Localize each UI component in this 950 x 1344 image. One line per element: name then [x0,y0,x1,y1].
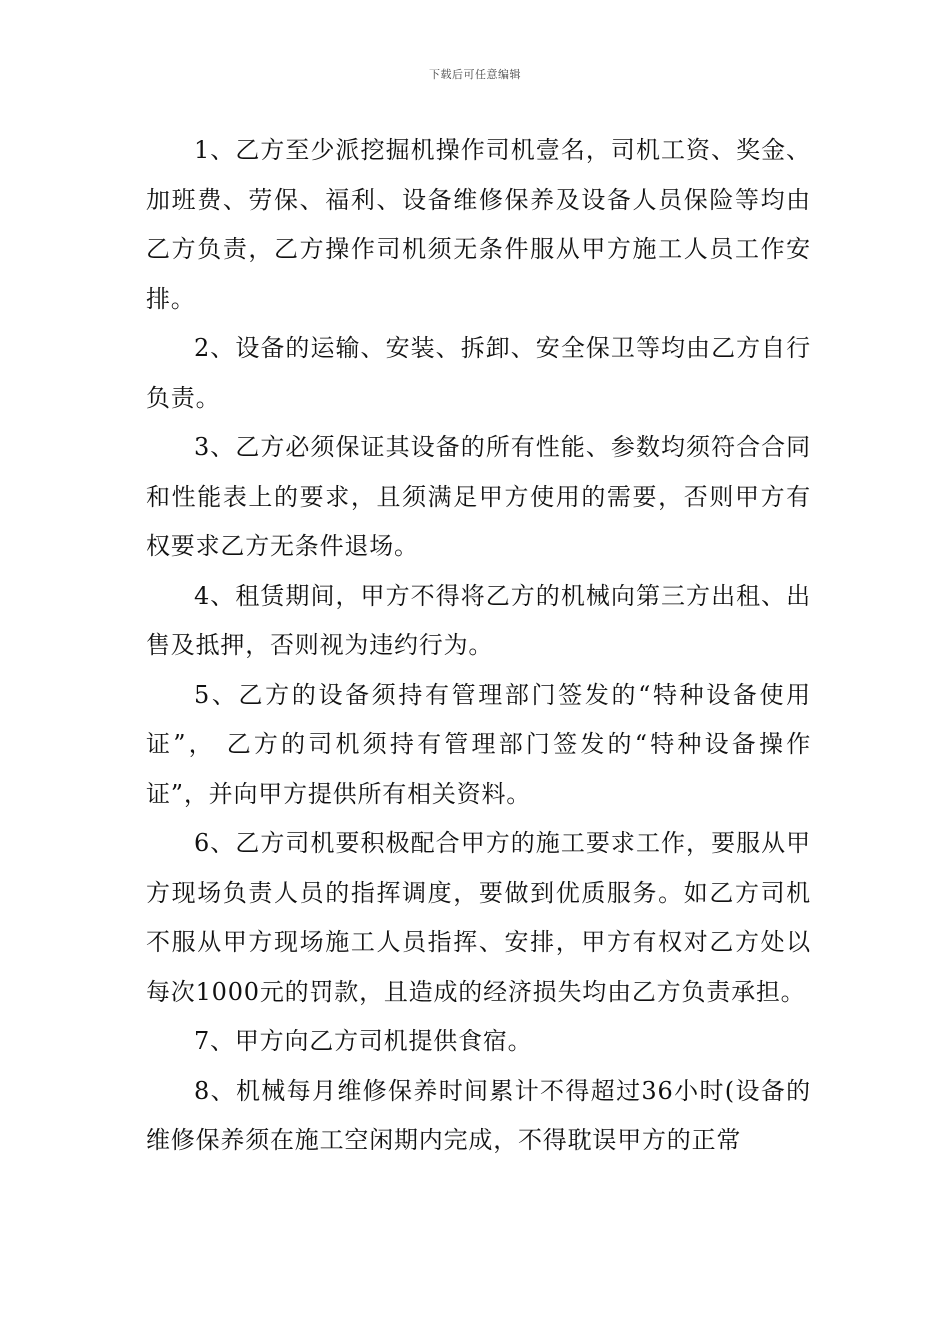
paragraph-3: 3、乙方必须保证其设备的所有性能、参数均须符合合同和性能表上的要求，且须满足甲方使用的需要，否则甲方有权要求乙方无条件退场。 [146,433,811,560]
header-note: 下载后可任意编辑 [429,68,521,81]
paragraph-5: 5、乙方的设备须持有管理部门签发的“特种设备使用证”， 乙方的司机须持有管理部门签发的“特种设备操作证”，并向甲方提供所有相关资料。 [146,680,811,808]
paragraph-7: 7、甲方向乙方司机提供食宿。 [194,1027,533,1055]
paragraph-4: 4、租赁期间，甲方不得将乙方的机械向第三方出租、出售及抵押，否则视为违约行为。 [146,581,811,659]
document-body [146,126,811,1166]
paragraph-1: 1、乙方至少派挖掘机操作司机壹名，司机工资、奖金、加班费、劳保、福利、设备维修保养及设备人员保险等均由乙方负责，乙方操作司机须无条件服从甲方施工人员工作安排。 [146,136,811,313]
paragraph-6: 6、乙方司机要积极配合甲方的施工要求工作，要服从甲方现场负责人员的指挥调度，要做到优质服务。如乙方司机不服从甲方现场施工人员指挥、安排，甲方有权对乙方处以每次1000元的罚款，且造成的经济损失均由乙方负责承担。 [146,829,811,1006]
paragraph-8: 8、机械每月维修保养时间累计不得超过36小时(设备的维修保养须在施工空闲期内完成，不得耽误甲方的正常 [146,1076,811,1154]
paragraph-2: 2、设备的运输、安装、拆卸、安全保卫等均由乙方自行负责。 [146,334,811,412]
